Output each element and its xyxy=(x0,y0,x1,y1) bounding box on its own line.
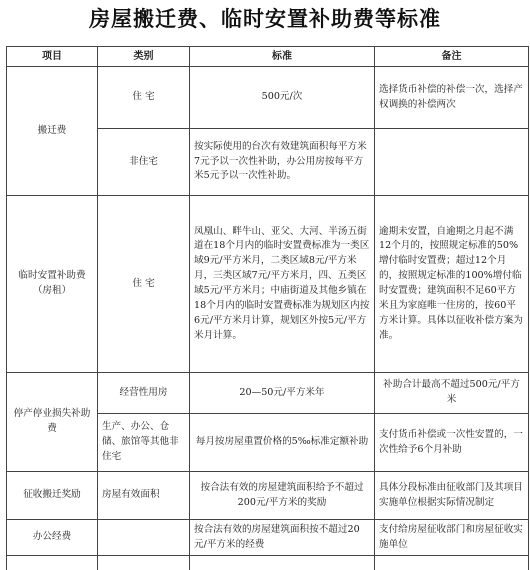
cell-standard: 每月按房屋重置价格的5‰标准定额补助 xyxy=(190,414,375,472)
cell-standard: 500元/次 xyxy=(190,67,375,129)
table-row xyxy=(7,520,529,556)
cell-standard: 按合法有效的房屋建筑面积按不超过20元/平方米的经费 xyxy=(190,520,375,556)
cell-remarks: 支付货币补偿或一次性安置的，一次性给予6个月补助 xyxy=(375,414,529,472)
cell-item: 搬迁费 xyxy=(7,67,98,196)
table-header-row xyxy=(7,47,529,67)
table-row xyxy=(7,373,529,414)
cell-standard: 凤凰山、畔牛山、亚父、大河、半汤五街道在18个月内的临时安置费标准为一类区域9元/平方米月，二类区域8元/平方米月，三类区域7元/平方米月，四、五类区域5元/平方米月；中庙街道及其他乡镇在18个月内的临时安置费标准为规划区内按6元/平方米月计算，规划区外按5元/平方米月计算。 xyxy=(190,196,375,373)
cell-remarks: 补助合计最高不超过500元/平方米 xyxy=(375,373,529,414)
header-remarks: 备注 xyxy=(375,47,529,67)
cell-standard: 20—50元/平方米年 xyxy=(190,373,375,414)
cell-remarks: 逾期未安置，自逾期之月起不满12个月的，按照规定标准的50%增付临时安置费；超过12个月的，按照规定标准的100%增付临时安置费；建筑面积不足60平方米且为家庭唯一住房的，按60平方米计算。具体以征收补偿方案为准。 xyxy=(375,196,529,373)
cell-remarks: 选择货币补偿的补偿一次，选择产权调换的补偿两次 xyxy=(375,67,529,129)
header-item: 项目 xyxy=(7,47,98,67)
cell-item: 临时安置补助费（房租） xyxy=(7,196,98,373)
cell-item: 征收搬迁奖励 xyxy=(7,472,98,520)
cell-category xyxy=(98,520,190,556)
cell-category: 非住宅 xyxy=(98,129,190,196)
cell-remarks xyxy=(375,129,529,196)
cell-category: 住 宅 xyxy=(98,196,190,373)
cell-standard: 按合法有效的房屋建筑面积给予不超过200元/平方米的奖励 xyxy=(190,472,375,520)
cell-item: 办公经费 xyxy=(7,520,98,556)
cell-category: 住 宅 xyxy=(98,67,190,129)
cell-item xyxy=(7,556,98,570)
table-row-partial xyxy=(7,556,529,570)
cell-item: 停产停业损失补助费 xyxy=(7,373,98,472)
table-row xyxy=(7,67,529,129)
cell-remarks xyxy=(375,556,529,570)
header-category: 类别 xyxy=(98,47,190,67)
cell-standard: 按实际使用的台次有效建筑面积每平方米7元予以一次性补助，办公用房按每平方米5元予以一次性补助。 xyxy=(190,129,375,196)
cell-category: 房屋有效面积 xyxy=(98,472,190,520)
table-row xyxy=(7,196,529,373)
cell-standard xyxy=(190,556,375,570)
cell-remarks: 支付给房屋征收部门和房屋征收实施单位 xyxy=(375,520,529,556)
cell-category: 生产、办公、仓储、旅馆等其他非住宅 xyxy=(98,414,190,472)
cell-category: 经营性用房 xyxy=(98,373,190,414)
cell-remarks: 具体分段标准由征收部门及其项目实施单位根据实际情况制定 xyxy=(375,472,529,520)
table-row xyxy=(7,472,529,520)
cell-category xyxy=(98,556,190,570)
page-title: 房屋搬迁费、临时安置补助费等标准 xyxy=(89,6,441,31)
header-standard: 标准 xyxy=(190,47,375,67)
fee-standard-table xyxy=(6,46,529,570)
